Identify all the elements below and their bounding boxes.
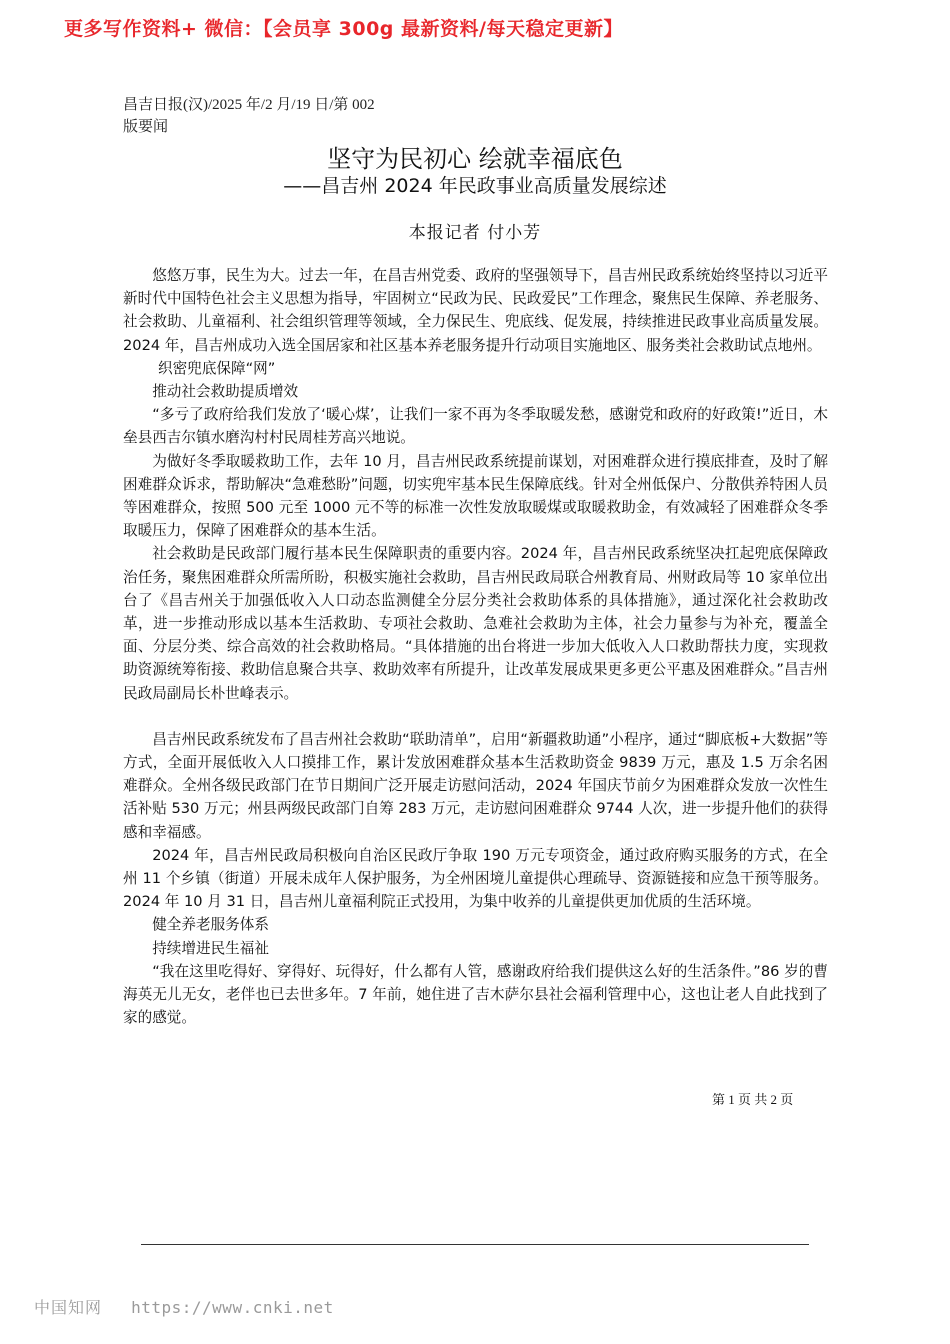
article-body: [123, 264, 828, 1030]
paragraph: 昌吉州民政系统发布了昌吉州社会救助“联助清单”，启用“新疆救助通”小程序，通过“脚底板+大数据”等方式，全面开展低收入人口摸排工作，累计发放困难群众基本生活救助资金 9839 万元，惠及 1.5 万余名困难群众。全州各级民政部门在节日期间广泛开展走访慰问活动，2024 年国庆节前夕为困难群众发放一次性生活补贴 530 万元；州县两级民政部门自筹 283 万元，走访慰问困难群众 9744 人次，进一步提升他们的获得感和幸福感。: [123, 730, 828, 841]
section-heading: 持续增进民生福祉: [152, 939, 269, 957]
paragraph: 社会救助是民政部门履行基本民生保障职责的重要内容。2024 年，昌吉州民政系统坚决扛起兜底保障政治任务，聚焦困难群众所需所盼，积极实施社会救助，昌吉州民政局联合州教育局、州财政局等 10 家单位出台了《昌吉州关于加强低收入人口动态监测健全分层分类社会救助体系的具体措施》，通过深化社会救助改革，进一步推动形成以基本生活救助、专项社会救助、急难社会救助为主体，社会力量参与为补充，覆盖全面、分层分类、综合高效的社会救助格局。“具体措施的出台将进一步加大低收入人口救助帮扶力度，实现救助资源统筹衔接、救助信息聚合共享、救助效率有所提升，让改革发展成果更多更公平惠及困难群众。”昌吉州民政局副局长朴世峰表示。: [123, 545, 828, 702]
source-meta: [123, 94, 375, 138]
footer-divider: [141, 1244, 809, 1245]
article-byline: 本报记者 付小芳: [408, 223, 542, 243]
promo-banner: 更多写作资料+ 微信：【会员享 300g 最新资料/每天稳定更新】: [64, 18, 623, 40]
page-number: 第 1 页 共 2 页: [712, 1092, 794, 1107]
paragraph: “我在这里吃得好、穿得好、玩得好，什么都有人管，感谢政府给我们提供这么好的生活条件。”86 岁的曹海英无儿无女，老伴也已去世多年。7 年前，她住进了吉木萨尔县社会福利管理中心，这也让老人自此找到了家的感觉。: [123, 962, 828, 1027]
section-heading: 推动社会救助提质增效: [152, 383, 299, 401]
section-label: 版要闻: [123, 119, 169, 135]
paragraph: 为做好冬季取暖救助工作，去年 10 月，昌吉州民政系统提前谋划，对困难群众进行摸底排查，及时了解困难群众诉求，帮助解决“急难愁盼”问题，切实兜牢基本民生保障底线。针对全州低保户、分散供养特困人员等困难群众，按照 500 元至 1000 元不等的标准一次性发放取暖煤或取暖救助金，有效减轻了困难群众冬季取暖压力，保障了困难群众的基本生活。: [123, 452, 828, 540]
article-subtitle: ——昌吉州 2024 年民政事业高质量发展综述: [283, 175, 667, 197]
article-title: 坚守为民初心 绘就幸福底色: [327, 145, 623, 173]
source-line: 昌吉日报(汉)/2025 年/2 月/19 日/第 002: [123, 97, 375, 113]
paragraph: 2024 年，昌吉州民政局积极向自治区民政厅争取 190 万元专项资金，通过政府购买服务的方式，在全州 11 个乡镇（街道）开展未成年人保护服务，为全州困境儿童提供心理疏导、资源链接和应急干预等服务。2024 年 10 月 31 日，昌吉州儿童福利院正式投用，为集中收养的儿童提供更加优质的生活环境。: [123, 846, 828, 911]
paragraph: 悠悠万事，民生为大。过去一年，在昌吉州党委、政府的坚强领导下，昌吉州民政系统始终坚持以习近平新时代中国特色社会主义思想为指导，牢固树立“民政为民、民政爱民”工作理念，聚焦民生保障、养老服务、社会救助、儿童福利、社会组织管理等领域，全力保民生、兜底线、促发展，持续推进民政事业高质量发展。2024 年，昌吉州成功入选全国居家和社区基本养老服务提升行动项目实施地区、服务类社会救助试点地州。: [123, 267, 828, 354]
section-heading: 健全养老服务体系: [152, 916, 269, 934]
footer: [34, 1295, 334, 1318]
cnki-logo: 中国知网: [34, 1298, 103, 1317]
cnki-url-link[interactable]: https://www.cnki.net: [131, 1298, 334, 1317]
paragraph: “多亏了政府给我们发放了‘暖心煤’，让我们一家不再为冬季取暖发愁，感谢党和政府的好政策!”近日，木垒县西吉尔镇水磨沟村村民周桂芳高兴地说。: [123, 406, 828, 447]
section-heading: 织密兜底保障“网”: [158, 359, 276, 377]
